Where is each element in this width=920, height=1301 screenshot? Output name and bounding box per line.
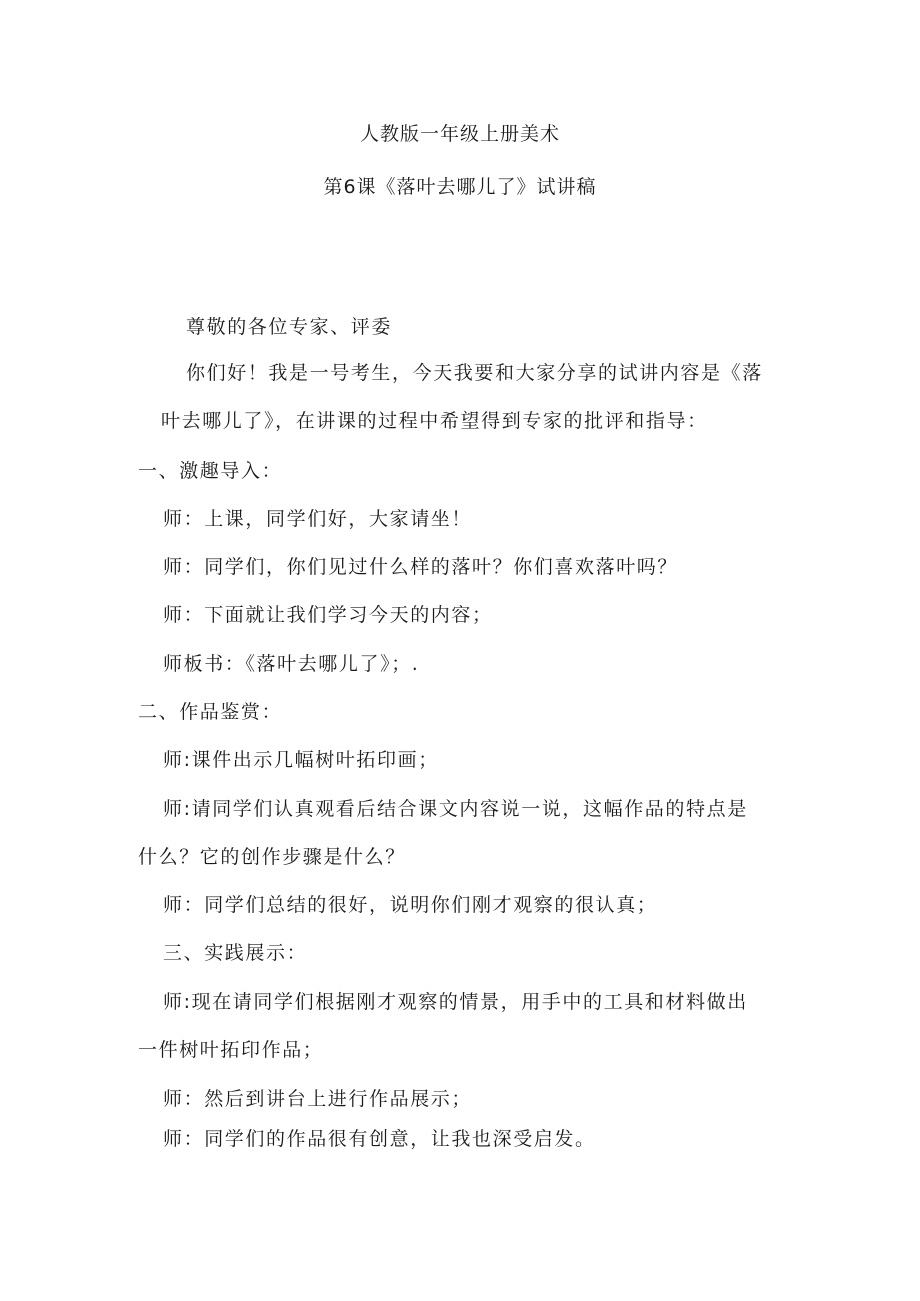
section1-line-4: 师板书：《落叶去哪儿了》；. <box>163 653 420 675</box>
section2-line-2b: 什么？它的创作步骤是什么？ <box>138 846 406 868</box>
section-heading-1: 一、激趣导入： <box>138 460 283 482</box>
intro-paragraph-line1: 你们好！我是一号考生，今天我要和大家分享的试讲内容是《落 <box>186 362 763 384</box>
section3-line-1b: 一件树叶拓印作品； <box>138 1039 324 1061</box>
section-heading-3: 三、实践展示： <box>163 942 308 964</box>
section-heading-2: 二、作品鉴赏： <box>138 701 283 723</box>
document-title-line1: 人教版一年级上册美术 <box>359 123 560 145</box>
section2-line-1: 师:课件出示几幅树叶拓印画； <box>163 749 439 771</box>
section1-line-1: 师：上课，同学们好，大家请坐！ <box>163 508 473 530</box>
section1-line-3: 师：下面就让我们学习今天的内容； <box>163 604 493 626</box>
section2-line-3: 师：同学们总结的很好，说明你们刚才观察的很认真； <box>163 894 658 916</box>
greeting: 尊敬的各位专家、评委 <box>186 316 393 338</box>
section1-line-2: 师：同学们，你们见过什么样的落叶？你们喜欢落叶吗？ <box>163 556 679 578</box>
section2-line-2a: 师:请同学们认真观看后结合课文内容说一说，这幅作品的特点是 <box>163 798 748 820</box>
section3-line-3: 师：同学们的作品很有创意，让我也深受启发。 <box>163 1128 596 1150</box>
document-title-line2: 第6课《落叶去哪儿了》试讲稿 <box>323 176 597 198</box>
intro-paragraph-line2: 叶去哪儿了》，在讲课的过程中希望得到专家的批评和指导： <box>161 410 708 432</box>
section3-line-1a: 师:现在请同学们根据刚才观察的情景，用手中的工具和材料做出 <box>163 991 748 1013</box>
section3-line-2: 师：然后到讲台上进行作品展示； <box>163 1088 473 1110</box>
